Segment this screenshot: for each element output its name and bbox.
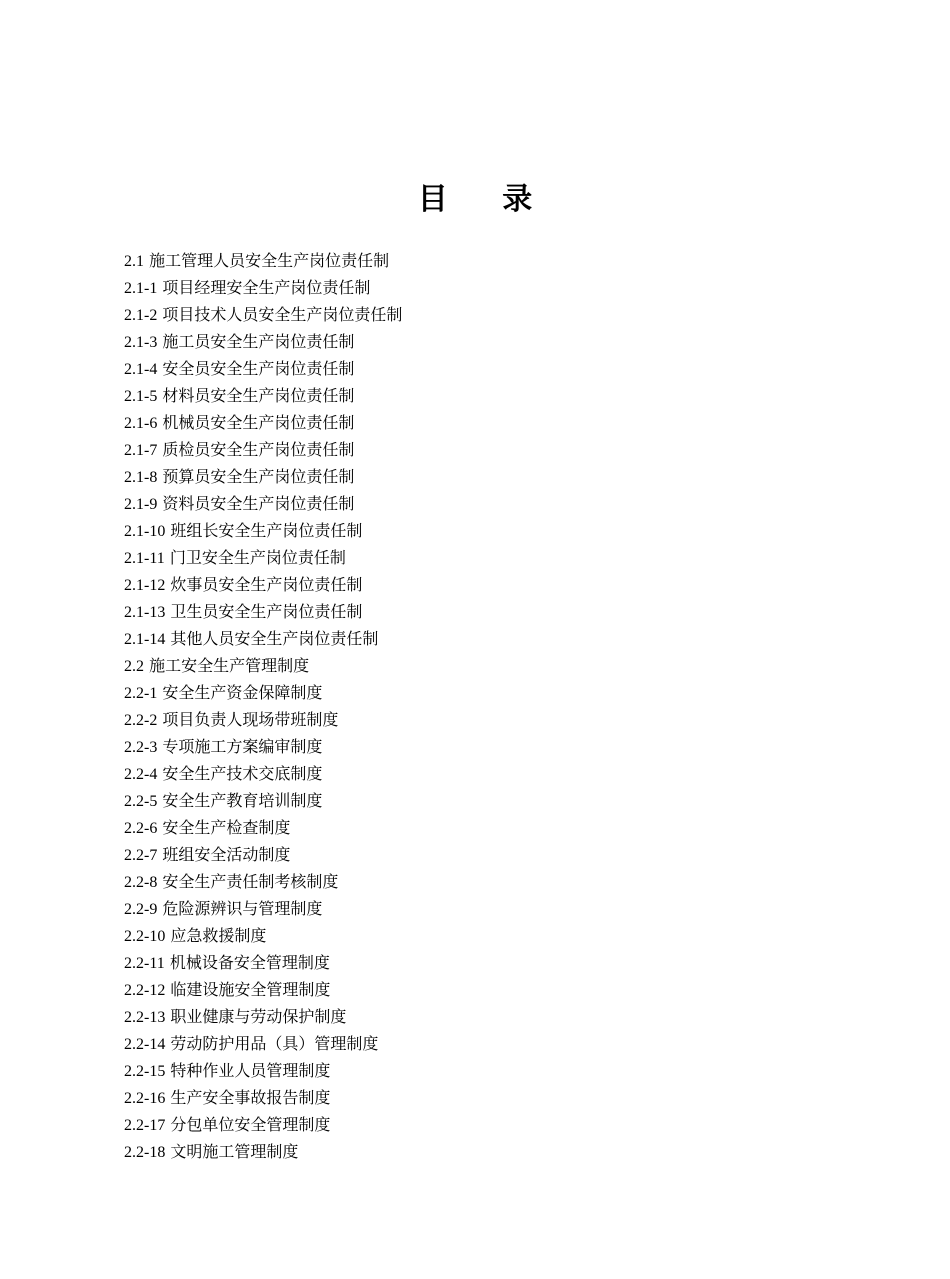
toc-entry: [124, 625, 824, 652]
toc-entry-text: 施工管理人员安全生产岗位责任制: [149, 251, 390, 270]
toc-entry: [124, 706, 824, 733]
toc-entry-text: 预算员安全生产岗位责任制: [162, 467, 355, 486]
toc-entry-text: 安全生产责任制考核制度: [162, 872, 339, 891]
toc-entry: [124, 814, 824, 841]
toc-entry-text: 专项施工方案编审制度: [162, 737, 323, 756]
toc-entry-number: 2.1-14: [124, 631, 166, 648]
toc-entry-number: 2.1-6: [124, 415, 158, 432]
toc-entry-number: 2.2-8: [124, 874, 158, 891]
toc-entry-number: 2.1-12: [124, 577, 166, 594]
toc-entry-text: 安全生产资金保障制度: [162, 683, 323, 702]
toc-entry-number: 2.1-11: [124, 550, 165, 567]
toc-entry: [124, 976, 824, 1003]
toc-entry: [124, 1030, 824, 1057]
toc-entry-number: 2.1-8: [124, 469, 158, 486]
toc-entry-text: 项目技术人员安全生产岗位责任制: [162, 305, 403, 324]
toc-entry-number: 2.1-7: [124, 442, 158, 459]
toc-entry-text: 职业健康与劳动保护制度: [170, 1007, 347, 1026]
toc-entry-text: 门卫安全生产岗位责任制: [169, 548, 346, 567]
toc-entry-number: 2.2-9: [124, 901, 158, 918]
toc-entry-text: 危险源辨识与管理制度: [162, 899, 323, 918]
toc-entry: [124, 1111, 824, 1138]
toc-entry-number: 2.1-1: [124, 280, 158, 297]
toc-entry-number: 2.2-14: [124, 1036, 166, 1053]
toc-entry-number: 2.2-6: [124, 820, 158, 837]
toc-entry: [124, 1084, 824, 1111]
toc-entry: [124, 733, 824, 760]
toc-entry-number: 2.2-18: [124, 1144, 166, 1161]
toc-entry: [124, 841, 824, 868]
toc-entry: [124, 868, 824, 895]
toc-entry-number: 2.2-16: [124, 1090, 166, 1107]
toc-entry-number: 2.1-2: [124, 307, 158, 324]
toc-entry-text: 质检员安全生产岗位责任制: [162, 440, 355, 459]
toc-entry-text: 安全生产技术交底制度: [162, 764, 323, 783]
toc-entry-number: 2.2-12: [124, 982, 166, 999]
toc-entry: [124, 571, 824, 598]
page-title: 目 录: [417, 182, 555, 217]
toc-entry-text: 机械员安全生产岗位责任制: [162, 413, 355, 432]
toc-entry: [124, 922, 824, 949]
toc-entry: [124, 517, 824, 544]
toc-entry: [124, 652, 824, 679]
toc-entry-text: 班组长安全生产岗位责任制: [170, 521, 363, 540]
toc-entry-text: 卫生员安全生产岗位责任制: [170, 602, 363, 621]
toc-entry: [124, 328, 824, 355]
toc-entry-text: 项目经理安全生产岗位责任制: [162, 278, 371, 297]
toc-entry-number: 2.1: [124, 253, 144, 270]
toc-entry-text: 应急救援制度: [170, 926, 267, 945]
toc-entry-number: 2.2-5: [124, 793, 158, 810]
toc-entry-text: 项目负责人现场带班制度: [162, 710, 339, 729]
toc-entry: [124, 490, 824, 517]
toc-entry-number: 2.2-7: [124, 847, 158, 864]
toc-entry: [124, 409, 824, 436]
toc-list: [124, 247, 824, 1165]
toc-entry: [124, 436, 824, 463]
toc-entry-text: 分包单位安全管理制度: [170, 1115, 331, 1134]
toc-entry-number: 2.2-4: [124, 766, 158, 783]
toc-entry-number: 2.1-10: [124, 523, 166, 540]
toc-entry-number: 2.2-1: [124, 685, 158, 702]
toc-entry-number: 2.2-13: [124, 1009, 166, 1026]
toc-entry-number: 2.1-13: [124, 604, 166, 621]
toc-entry-number: 2.2-17: [124, 1117, 166, 1134]
toc-entry-text: 安全员安全生产岗位责任制: [162, 359, 355, 378]
toc-entry-text: 资料员安全生产岗位责任制: [162, 494, 355, 513]
toc-entry: [124, 544, 824, 571]
toc-entry-text: 文明施工管理制度: [170, 1142, 299, 1161]
toc-entry: [124, 760, 824, 787]
toc-entry-text: 班组安全活动制度: [162, 845, 291, 864]
toc-entry: [124, 274, 824, 301]
toc-entry-number: 2.2-15: [124, 1063, 166, 1080]
toc-entry-number: 2.2: [124, 658, 144, 675]
toc-entry-text: 安全生产检查制度: [162, 818, 291, 837]
toc-entry-text: 材料员安全生产岗位责任制: [162, 386, 355, 405]
toc-entry-text: 特种作业人员管理制度: [170, 1061, 331, 1080]
toc-entry: [124, 679, 824, 706]
toc-entry-text: 其他人员安全生产岗位责任制: [170, 629, 379, 648]
toc-entry: [124, 787, 824, 814]
toc-entry: [124, 301, 824, 328]
toc-entry: [124, 1138, 824, 1165]
toc-entry-text: 炊事员安全生产岗位责任制: [170, 575, 363, 594]
toc-entry-text: 施工员安全生产岗位责任制: [162, 332, 355, 351]
toc-entry: [124, 463, 824, 490]
toc-entry-text: 生产安全事故报告制度: [170, 1088, 331, 1107]
toc-entry: [124, 1057, 824, 1084]
toc-entry-text: 安全生产教育培训制度: [162, 791, 323, 810]
toc-entry-number: 2.2-11: [124, 955, 165, 972]
toc-entry-number: 2.1-5: [124, 388, 158, 405]
toc-entry-number: 2.2-3: [124, 739, 158, 756]
toc-entry-text: 机械设备安全管理制度: [169, 953, 330, 972]
toc-entry-number: 2.1-4: [124, 361, 158, 378]
toc-entry: [124, 895, 824, 922]
toc-entry: [124, 355, 824, 382]
toc-entry-number: 2.1-9: [124, 496, 158, 513]
toc-entry: [124, 949, 824, 976]
toc-entry-text: 施工安全生产管理制度: [149, 656, 310, 675]
toc-entry-text: 劳动防护用品（具）管理制度: [170, 1034, 379, 1053]
toc-entry: [124, 1003, 824, 1030]
toc-entry: [124, 598, 824, 625]
toc-entry-text: 临建设施安全管理制度: [170, 980, 331, 999]
toc-entry-number: 2.1-3: [124, 334, 158, 351]
toc-entry: [124, 247, 824, 274]
toc-entry: [124, 382, 824, 409]
toc-entry-number: 2.2-10: [124, 928, 166, 945]
toc-entry-number: 2.2-2: [124, 712, 158, 729]
